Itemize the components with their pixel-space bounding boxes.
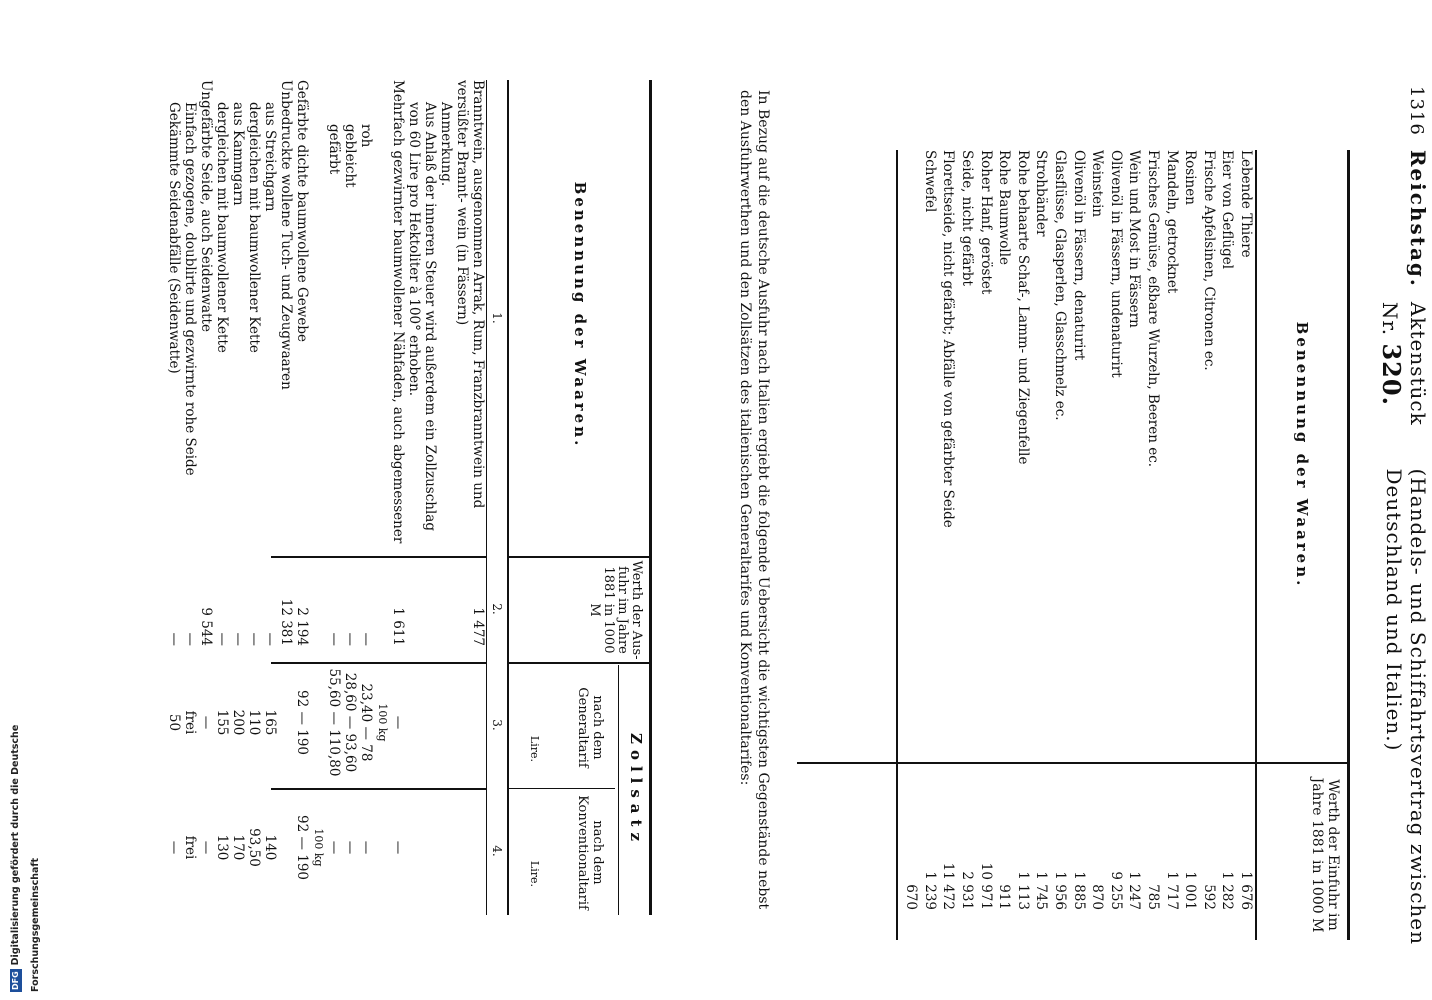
intro-paragraph: In Bezug auf die deutsche Ausfuhr nach Italien ergiebt die folgende Uebersicht die wichtigsten Gegenstände nebst den Ausfuhrwerthen und den Zollsätzen des italienischen Generaltarifes und Konventionaltarifes: xyxy=(737,90,771,910)
import-value: 1 717 xyxy=(1163,871,1180,910)
general-tariff: 23,40 — 78 xyxy=(358,683,374,762)
convention-tariff: 100 kg xyxy=(312,828,325,867)
document-number xyxy=(1377,302,1430,455)
goods-name: dergleichen mit baumwollener Kette xyxy=(214,102,230,353)
general-tariff: 200 xyxy=(230,709,246,736)
export-value: — xyxy=(262,632,278,646)
goods-name: Gekämmte Seidenabfälle (Seidenwatte) xyxy=(166,102,182,374)
table-rule xyxy=(896,150,898,940)
credit-text: Digitalisierung gefördert durch die Deutsche Forschungsgemeinschaft xyxy=(10,724,41,992)
column-divider xyxy=(271,662,486,664)
goods-name: aus Kammgarn xyxy=(230,102,246,206)
goods-name xyxy=(374,80,390,550)
document-title: (Handels- und Schiffahrtsvertrag zwischen Deutschland und Italien.) xyxy=(1382,468,1430,946)
goods-name: Rohe behaarte Schaf-, Lamm- und Ziegenfelle xyxy=(1014,150,1031,465)
table-row xyxy=(958,150,977,940)
column-divider xyxy=(271,788,486,790)
page-number: 1316 xyxy=(1406,86,1427,136)
export-value: 2 194 xyxy=(294,607,310,646)
table-row xyxy=(1069,150,1088,940)
convention-tariff: frei xyxy=(182,835,198,860)
export-col1-header: Benennung der Waaren. xyxy=(571,181,589,449)
import-value: 9 255 xyxy=(1107,871,1124,910)
convention-tariff: — xyxy=(198,840,214,855)
export-value: — xyxy=(342,632,358,646)
convention-tariff: — xyxy=(166,840,182,855)
export-table-body xyxy=(166,80,486,915)
general-tariff xyxy=(438,660,454,785)
table-row xyxy=(214,80,230,915)
import-table-header xyxy=(1255,150,1350,940)
import-value: 1 239 xyxy=(921,871,938,910)
goods-name: Strohbänder xyxy=(1033,150,1050,237)
convention-tariff: 130 xyxy=(214,834,230,861)
convention-tariff: — xyxy=(358,840,374,855)
table-row xyxy=(1032,150,1051,940)
goods-name xyxy=(310,80,326,550)
convention-tariff: 92 — 190 xyxy=(294,814,310,881)
convention-tariff: 170 xyxy=(230,834,246,861)
convention-tariff xyxy=(374,785,390,910)
goods-name xyxy=(902,150,921,760)
export-value xyxy=(438,550,454,660)
goods-name: aus Streichgarn xyxy=(262,102,278,212)
table-row xyxy=(182,80,198,915)
table-row xyxy=(1125,150,1144,940)
convention-tariff: — xyxy=(342,840,358,855)
colnum-2: 2. xyxy=(490,603,504,615)
import-value: 1 676 xyxy=(1238,871,1254,910)
general-tariff xyxy=(406,660,438,785)
convention-tariff xyxy=(278,785,294,910)
convention-tariff xyxy=(454,785,486,910)
goods-name: dergleichen mit baumwollener Kette xyxy=(246,102,262,353)
general-tariff: 92 — 190 xyxy=(294,689,310,756)
export-col2-header: Werth der Aus- fuhr im Jahre 1881 in 1000 M xyxy=(587,560,644,660)
export-table-header xyxy=(507,80,649,915)
convention-tariff: 140 xyxy=(262,834,278,861)
column-divider xyxy=(271,556,486,558)
goods-name: Olivenöl in Fässern, undenaturirt xyxy=(1107,150,1124,378)
goods-name: roh xyxy=(358,124,374,148)
export-value: — xyxy=(326,632,342,646)
import-value: 1 885 xyxy=(1070,871,1087,910)
table-row xyxy=(1088,150,1107,940)
goods-name: Weinstein xyxy=(1089,150,1106,218)
general-tariff: 55,60 — 110,80 xyxy=(326,668,342,777)
import-value: 1 247 xyxy=(1126,871,1143,910)
export-value: — xyxy=(230,632,246,646)
table-row xyxy=(1236,150,1255,940)
export-value: — xyxy=(358,632,374,646)
import-value: 670 xyxy=(903,884,920,910)
import-value: 1 282 xyxy=(1219,871,1236,910)
unit-col3: Lire. xyxy=(528,735,541,762)
goods-name: Roher Hanf, geröstet xyxy=(977,150,994,295)
import-col-value-header: Werth der Einfuhr im Jahre 1881 in 1000 M xyxy=(1309,777,1341,933)
import-value: 1 745 xyxy=(1033,871,1050,910)
table-row xyxy=(1050,150,1069,940)
export-value: — xyxy=(246,632,262,646)
goods-name: Eier von Geflügel xyxy=(1219,150,1236,270)
goods-name: Rosinen xyxy=(1182,150,1199,205)
column-divider xyxy=(509,662,649,664)
import-table-body xyxy=(902,150,1255,940)
goods-name: Rohe Baumwolle xyxy=(996,150,1013,266)
general-tariff: 110 xyxy=(246,709,262,736)
column-divider xyxy=(797,762,1347,764)
import-value: 911 xyxy=(996,884,1013,910)
export-value xyxy=(374,550,390,660)
general-tariff xyxy=(454,660,486,785)
import-value: 1 956 xyxy=(1052,871,1069,910)
general-tariff: 28,60 — 93,60 xyxy=(342,672,358,773)
goods-name: Schwefel xyxy=(921,150,938,213)
convention-tariff: — xyxy=(326,840,342,855)
goods-name: Olivenöl in Fässern, denaturirt xyxy=(1070,150,1087,361)
import-value: 870 xyxy=(1089,884,1106,910)
table-row xyxy=(1162,150,1181,940)
goods-name: gefärbt xyxy=(326,124,342,175)
column-divider xyxy=(509,556,649,558)
general-tariff: 100 kg xyxy=(376,703,389,742)
convention-tariff xyxy=(438,785,454,910)
table-row xyxy=(166,80,182,915)
table-row xyxy=(902,150,921,940)
goods-name: gebleicht xyxy=(342,124,358,188)
column-divider xyxy=(509,788,615,789)
import-table xyxy=(896,150,1350,940)
table-row xyxy=(1218,150,1237,940)
import-col-name-header: Benennung der Waaren. xyxy=(1293,321,1311,589)
export-value: — xyxy=(182,632,198,646)
general-tariff: 165 xyxy=(262,709,278,736)
doc-label: Aktenstück Nr. xyxy=(1378,301,1430,426)
goods-name: Branntwein, ausgenommen Arrak, Rum, Franzbranntwein und versüßter Brannt- wein (in Fässern) xyxy=(454,80,486,509)
page-header xyxy=(1377,86,1430,966)
export-value: 12 381 xyxy=(278,598,294,646)
unit-col4: Lire. xyxy=(528,860,541,887)
general-tariff xyxy=(278,660,294,785)
general-tariff: 50 xyxy=(166,713,182,732)
general-tariff: — xyxy=(198,715,214,730)
header-rule xyxy=(618,665,619,915)
goods-name: Einfach gezogene, doublirte und gezwirnte rohe Seide xyxy=(182,102,198,476)
goods-name: Unbedruckte wollene Tuch- und Zeugwaaren xyxy=(278,80,294,390)
import-value: 1 113 xyxy=(1014,871,1031,910)
goods-name: Frisches Gemüse, eßbare Wurzeln, Beeren ec. xyxy=(1145,150,1162,468)
table-row xyxy=(995,150,1014,940)
table-row xyxy=(920,150,939,940)
import-value: 11 472 xyxy=(940,862,957,910)
convention-tariff: 93,50 xyxy=(246,828,262,867)
table-row xyxy=(230,80,246,915)
goods-name: Mandeln, getrocknet xyxy=(1163,150,1180,294)
table-row xyxy=(246,80,262,915)
goods-name: Mehrfach gezwirnter baumwollener Nähfaden, auch abgemessener xyxy=(390,80,406,544)
goods-name: Glasflüsse, Glasperlen, Glasschmelz ec. xyxy=(1052,150,1069,421)
import-value: 1 001 xyxy=(1182,871,1199,910)
general-tariff: — xyxy=(390,715,406,730)
import-value: 2 931 xyxy=(959,871,976,910)
goods-name: Aus Anlaß der inneren Steuer wird außerdem ein Zollzuschlag von 60 Lire pro Hektoliter à 100° erhoben. xyxy=(406,102,438,531)
journal-name: Reichstag. xyxy=(1406,149,1430,288)
general-tariff: frei xyxy=(182,710,198,735)
goods-name: Anmerkung. xyxy=(438,102,454,187)
goods-name: Gefärbte dichte baumwollene Gewebe xyxy=(294,80,310,342)
goods-name: Lebende Thiere xyxy=(1238,150,1254,258)
export-col3-header: nach dem Generaltarif xyxy=(575,687,605,768)
goods-name: Wein und Most in Fässern xyxy=(1126,150,1143,328)
digitization-credit xyxy=(6,602,41,992)
doc-number: 320. xyxy=(1377,343,1406,406)
table-row xyxy=(976,150,995,940)
export-value: 1 611 xyxy=(390,607,406,646)
goods-name: Seide, nicht gefärbt xyxy=(959,150,976,286)
convention-tariff xyxy=(406,785,438,910)
import-value: 10 971 xyxy=(977,862,994,910)
export-value xyxy=(406,550,438,660)
table-row xyxy=(1106,150,1125,940)
table-row xyxy=(1181,150,1200,940)
table-row xyxy=(198,80,214,915)
table-row xyxy=(939,150,958,940)
table-row xyxy=(1143,150,1162,940)
goods-name: Frische Apfelsinen, Citronen ec. xyxy=(1200,150,1217,371)
colnum-4: 4. xyxy=(490,845,504,857)
table-row xyxy=(1199,150,1218,940)
zollsatz-header: Zollsatz xyxy=(627,733,645,847)
colnum-3: 3. xyxy=(490,719,504,731)
table-row xyxy=(1013,150,1032,940)
export-tariff-table xyxy=(166,80,652,915)
goods-name: Florettseide, nicht gefärbt; Abfälle von gefärbter Seide xyxy=(940,150,957,528)
export-col4-header: nach dem Konventionaltarif xyxy=(575,795,605,910)
export-value: — xyxy=(214,632,230,646)
colnum-1: 1. xyxy=(490,312,504,324)
export-value: 9 544 xyxy=(198,607,214,646)
import-value: 785 xyxy=(1145,884,1162,910)
export-value xyxy=(310,550,326,660)
general-tariff xyxy=(310,660,326,785)
export-value: 1 477 xyxy=(470,607,486,646)
export-value: — xyxy=(166,632,182,646)
convention-tariff: — xyxy=(390,840,406,855)
dfg-logo: DFG xyxy=(11,971,20,990)
column-number-row xyxy=(486,80,507,915)
general-tariff: 155 xyxy=(214,709,230,736)
goods-name: Ungefärbte Seide, auch Seidenwatte xyxy=(198,80,214,332)
import-value: 592 xyxy=(1200,884,1217,910)
